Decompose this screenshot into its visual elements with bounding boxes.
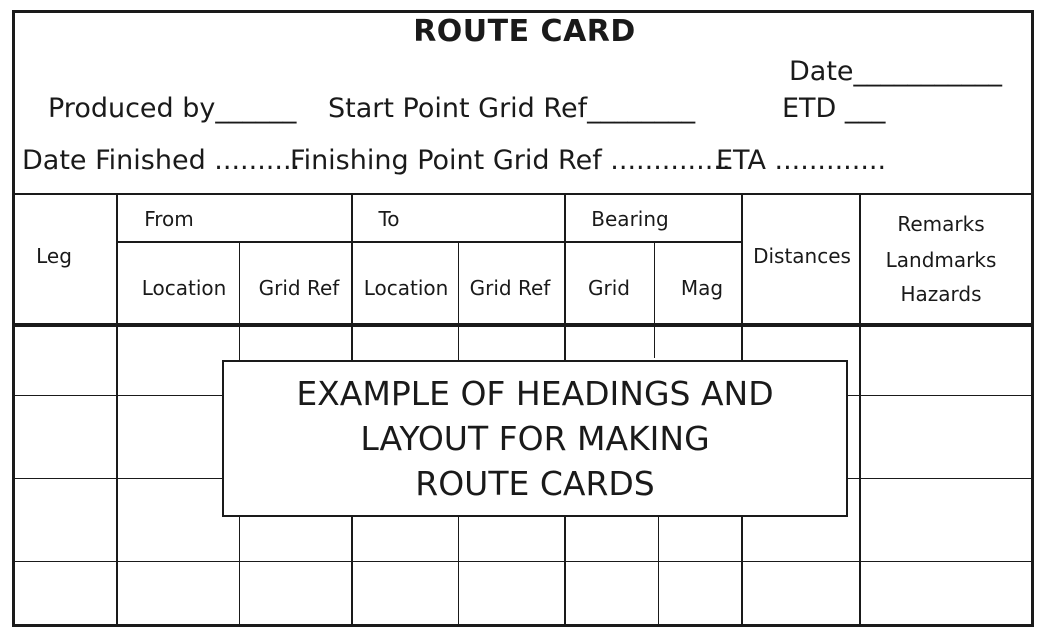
- subheader-rule: [116, 241, 742, 243]
- example-notice-box: [222, 360, 848, 517]
- example-notice-line: ROUTE CARDS: [415, 464, 655, 503]
- produced-by-field: Produced by______: [48, 93, 297, 124]
- example-notice-line: EXAMPLE OF HEADINGS AND: [296, 374, 774, 413]
- header-to: To: [378, 207, 400, 231]
- subheader-bearing-mag: Mag: [680, 276, 724, 300]
- column-rule: [658, 517, 659, 627]
- row-rule: [12, 561, 1034, 562]
- header-from: From: [144, 207, 194, 231]
- header-bottom-rule: [12, 323, 1034, 327]
- start-point-grid-ref-field: Start Point Grid Ref________: [328, 93, 696, 124]
- column-rule: [859, 193, 861, 627]
- route-card-title: ROUTE CARD: [413, 14, 636, 49]
- etd-field: ETD ___: [782, 93, 886, 124]
- header-remarks: [886, 207, 997, 311]
- column-rule: [116, 193, 118, 627]
- header-landmarks-line: Landmarks: [885, 248, 997, 272]
- column-rule: [654, 243, 655, 358]
- subheader-to-location: Location: [363, 276, 449, 300]
- eta-field: ETA .............: [716, 145, 887, 176]
- subheader-from-grid-ref: Grid Ref: [258, 276, 340, 300]
- header-remarks-line: Remarks: [897, 212, 985, 236]
- header-hazards-line: Hazards: [900, 282, 982, 306]
- header-leg: Leg: [36, 244, 72, 268]
- date-field: Date___________: [789, 56, 1003, 87]
- table-top-rule: [12, 193, 1034, 195]
- header-bearing: Bearing: [591, 207, 669, 231]
- example-notice-line: LAYOUT FOR MAKING: [360, 419, 710, 458]
- finishing-point-grid-ref-field: Finishing Point Grid Ref ..............: [290, 145, 731, 176]
- header-distances: Distances: [753, 244, 851, 268]
- date-finished-field: Date Finished ..........: [22, 145, 301, 176]
- subheader-to-grid-ref: Grid Ref: [469, 276, 551, 300]
- subheader-from-location: Location: [141, 276, 227, 300]
- subheader-bearing-grid: Grid: [588, 276, 630, 300]
